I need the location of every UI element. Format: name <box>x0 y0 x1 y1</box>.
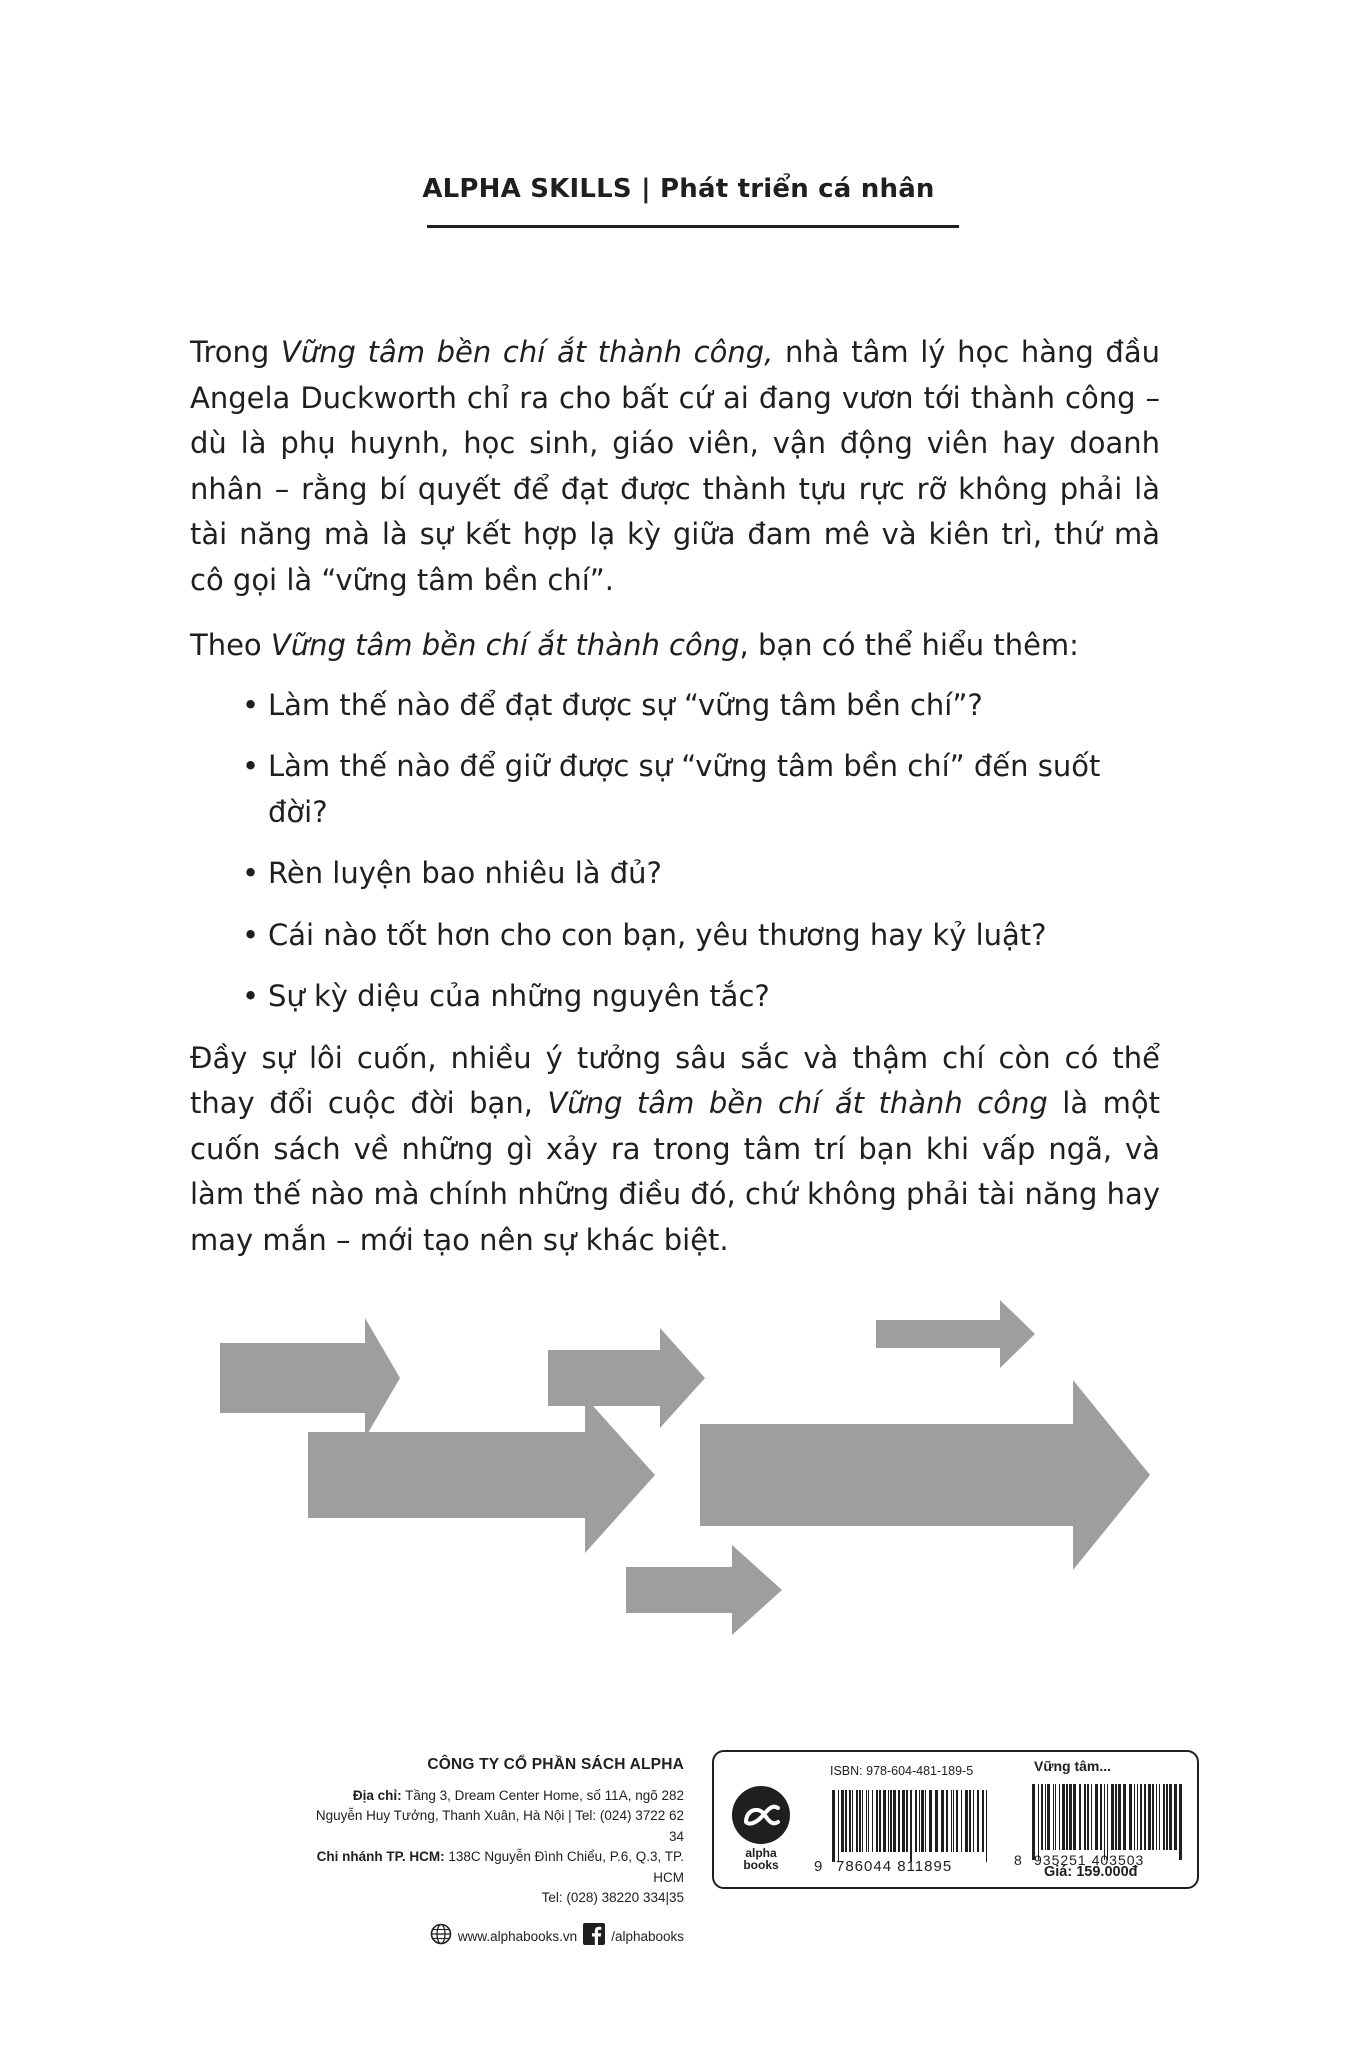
barcode-bar <box>1091 1784 1092 1850</box>
logo-wordmark <box>728 1847 794 1871</box>
barcode-bar <box>1073 1784 1076 1850</box>
barcode-bar <box>845 1790 847 1852</box>
barcode-bar <box>929 1790 932 1852</box>
short-title: Vững tâm... <box>1034 1758 1112 1774</box>
logo-text-line: alpha <box>745 1846 777 1860</box>
arrow-shape <box>220 1318 400 1438</box>
list-item: • Làm thế nào để đạt được sự “vững tâm bền chí”? <box>242 683 1160 729</box>
intro-text-2: nhà tâm lý học hàng đầu Angela Duckworth chỉ ra cho bất cứ ai đang vươn tới thành công – dù là phụ huynh, học sinh, giáo viên, vận động viên hay doanh nhân – rằng bí quyết để đạt được thành tựu rực rỡ không phải là tài năng mà là sự kết hợp lạ kỳ giữa đam mê và kiên trì, thứ mà cô gọi là “vững tâm bền chí”. <box>190 335 1160 597</box>
barcode-bar <box>921 1790 924 1852</box>
barcode-bar <box>982 1790 984 1852</box>
barcode-bar <box>868 1790 869 1852</box>
price-digits-lead: 8 <box>1014 1852 1023 1868</box>
publisher-name: CÔNG TY CỔ PHẦN SÁCH ALPHA <box>427 1756 684 1773</box>
barcode-bar <box>1069 1784 1072 1850</box>
barcode-bar <box>910 1790 912 1862</box>
barcode-bar <box>1045 1784 1046 1850</box>
closing-text-1: Đầy sự lôi cuốn, nhiều ý tưởng sâu sắc và thậm chí còn có thể thay đổi cuộc đời bạn, <box>190 1040 1160 1120</box>
web-links <box>300 1923 684 1952</box>
isbn-barcode <box>830 1790 990 1862</box>
barcode-bar <box>951 1790 952 1852</box>
barcode-bar <box>859 1790 861 1852</box>
barcode-panel <box>712 1750 1199 1889</box>
barcode-bar <box>946 1790 948 1852</box>
barcode-bar <box>1059 1784 1060 1850</box>
branch-tel: Tel: (028) 38220 334|35 <box>541 1890 684 1905</box>
barcode-bar <box>849 1790 851 1852</box>
list-item: • Sự kỳ diệu của những nguyên tắc? <box>242 974 1160 1020</box>
publisher-info <box>300 1755 684 1951</box>
barcode-bar <box>862 1790 863 1852</box>
barcode-bar <box>1104 1784 1105 1860</box>
barcode-bar <box>1166 1784 1168 1850</box>
barcode-bar <box>1055 1784 1056 1850</box>
book-title-italic: Vững tâm bền chí ắt thành công <box>547 1086 1048 1120</box>
barcode-bar <box>879 1790 881 1852</box>
barcode-bar <box>838 1790 839 1862</box>
barcode-bar <box>1137 1784 1138 1850</box>
barcode-bar <box>1134 1784 1135 1850</box>
barcode-bar <box>1107 1784 1108 1860</box>
barcode-bar <box>969 1790 971 1852</box>
barcode-bar <box>965 1790 968 1852</box>
address-text: Tầng 3, Dream Center Home, số 11A, ngõ 282 <box>401 1787 684 1803</box>
barcode-bar <box>1129 1784 1132 1850</box>
price-barcode <box>1030 1784 1184 1860</box>
barcode-bar <box>1140 1784 1142 1850</box>
isbn-digits-lead: 9 <box>814 1858 824 1875</box>
alpha-books-logo <box>732 1786 790 1844</box>
barcode-bar <box>832 1790 835 1862</box>
branch-label: Chi nhánh TP. HCM: <box>316 1849 445 1864</box>
isbn-label: ISBN: 978-604-481-189-5 <box>830 1764 974 1778</box>
barcode-bar <box>919 1790 920 1852</box>
barcode-bar <box>883 1790 886 1852</box>
barcode-bar <box>866 1790 867 1852</box>
barcode-bar <box>1038 1784 1039 1860</box>
barcode-bar <box>1144 1784 1146 1850</box>
price-label: Giá: 159.000đ <box>1044 1864 1138 1880</box>
barcode-bar <box>1174 1784 1177 1850</box>
barcode-bar <box>841 1790 844 1852</box>
list-item: • Làm thế nào để giữ được sự “vững tâm bền chí” đến suốt đời? <box>242 744 1160 835</box>
barcode-bar <box>953 1790 954 1852</box>
arrow-shape <box>626 1545 782 1635</box>
facebook-link[interactable]: /alphabooks <box>611 1928 684 1944</box>
barcode-bar <box>856 1790 858 1852</box>
intro-text-1: Trong <box>190 335 281 369</box>
barcode-bar <box>973 1790 974 1852</box>
barcode-bar <box>925 1790 926 1852</box>
series-header: ALPHA SKILLS | Phát triển cá nhân <box>422 174 935 204</box>
book-title-italic: Vững tâm bền chí ắt thành công, <box>280 335 774 369</box>
address-line-2: Nguyễn Huy Tưởng, Thanh Xuân, Hà Nội | Tel: (024) 3722 62 34 <box>315 1808 684 1844</box>
barcode-bar <box>872 1790 873 1852</box>
barcode-bar <box>893 1790 896 1852</box>
branch-line <box>300 1847 684 1888</box>
barcode-bar <box>1123 1784 1126 1850</box>
barcode-bar <box>1159 1784 1160 1850</box>
barcode-bar <box>888 1790 889 1852</box>
branch-text: 138C Nguyễn Đình Chiểu, P.6, Q.3, TP. HCM <box>444 1849 684 1885</box>
barcode-bar <box>890 1790 892 1852</box>
barcode-bar <box>935 1790 938 1852</box>
barcode-bar <box>1066 1784 1068 1850</box>
closing-text-2: là một cuốn sách về những gì xảy ra trong tâm trí bạn khi vấp ngã, và làm thế nào mà chính những điều đó, chứ không phải tài năng hay may mắn – mới tạo nên sự khác biệt. <box>190 1086 1160 1257</box>
barcode-bar <box>1100 1784 1102 1850</box>
arrow-shape <box>876 1300 1035 1368</box>
facebook-icon <box>583 1923 605 1952</box>
website-link[interactable]: www.alphabooks.vn <box>457 1928 578 1944</box>
price-digits: 935251 403503 <box>1034 1852 1145 1868</box>
globe-icon <box>430 1923 452 1952</box>
barcode-bar <box>986 1790 987 1862</box>
barcode-bar <box>906 1790 908 1852</box>
arrow-shape <box>548 1328 705 1428</box>
barcode-bar <box>1179 1784 1182 1860</box>
isbn-digits: 786044 811895 <box>836 1858 953 1875</box>
barcode-bar <box>898 1790 900 1852</box>
barcode-bar <box>1053 1784 1054 1850</box>
barcode-bar <box>1148 1784 1151 1850</box>
barcode-bar <box>1152 1784 1154 1850</box>
barcode-bar <box>915 1790 917 1852</box>
barcode-bar <box>941 1790 944 1852</box>
barcode-bar <box>1111 1784 1114 1850</box>
barcode-bar <box>956 1790 958 1852</box>
lead-in-text-2: , bạn có thể hiểu thêm: <box>739 628 1079 662</box>
barcode-bar <box>1062 1784 1065 1850</box>
barcode-bar <box>1084 1784 1086 1850</box>
barcode-bar <box>961 1790 962 1852</box>
barcode-bar <box>1115 1784 1117 1850</box>
barcode-bar <box>1079 1784 1081 1850</box>
arrow-shape <box>308 1397 655 1553</box>
arrow-shape <box>700 1380 1150 1570</box>
address-label: Địa chỉ: <box>352 1787 402 1803</box>
lead-in-text-1: Theo <box>190 628 271 662</box>
list-item: • Cái nào tốt hơn cho con bạn, yêu thương hay kỷ luật? <box>242 913 1160 959</box>
barcode-bar <box>1169 1784 1172 1850</box>
address-line <box>300 1786 684 1807</box>
barcode-bar <box>1032 1784 1035 1860</box>
list-item: • Rèn luyện bao nhiêu là đủ? <box>242 851 1160 897</box>
barcode-bar <box>1047 1784 1050 1850</box>
barcode-bar <box>1118 1784 1121 1850</box>
barcode-bar <box>852 1790 853 1852</box>
book-title-italic: Vững tâm bền chí ắt thành công <box>270 628 740 662</box>
barcode-bar <box>977 1790 979 1852</box>
logo-text-line: books <box>743 1858 779 1872</box>
barcode-bar <box>902 1790 905 1852</box>
barcode-bar <box>876 1790 878 1852</box>
barcode-bar <box>1041 1784 1043 1850</box>
barcode-bar <box>1156 1784 1157 1850</box>
barcode-bar <box>1087 1784 1089 1850</box>
barcode-bar <box>1163 1784 1165 1850</box>
barcode-bar <box>1095 1784 1098 1850</box>
